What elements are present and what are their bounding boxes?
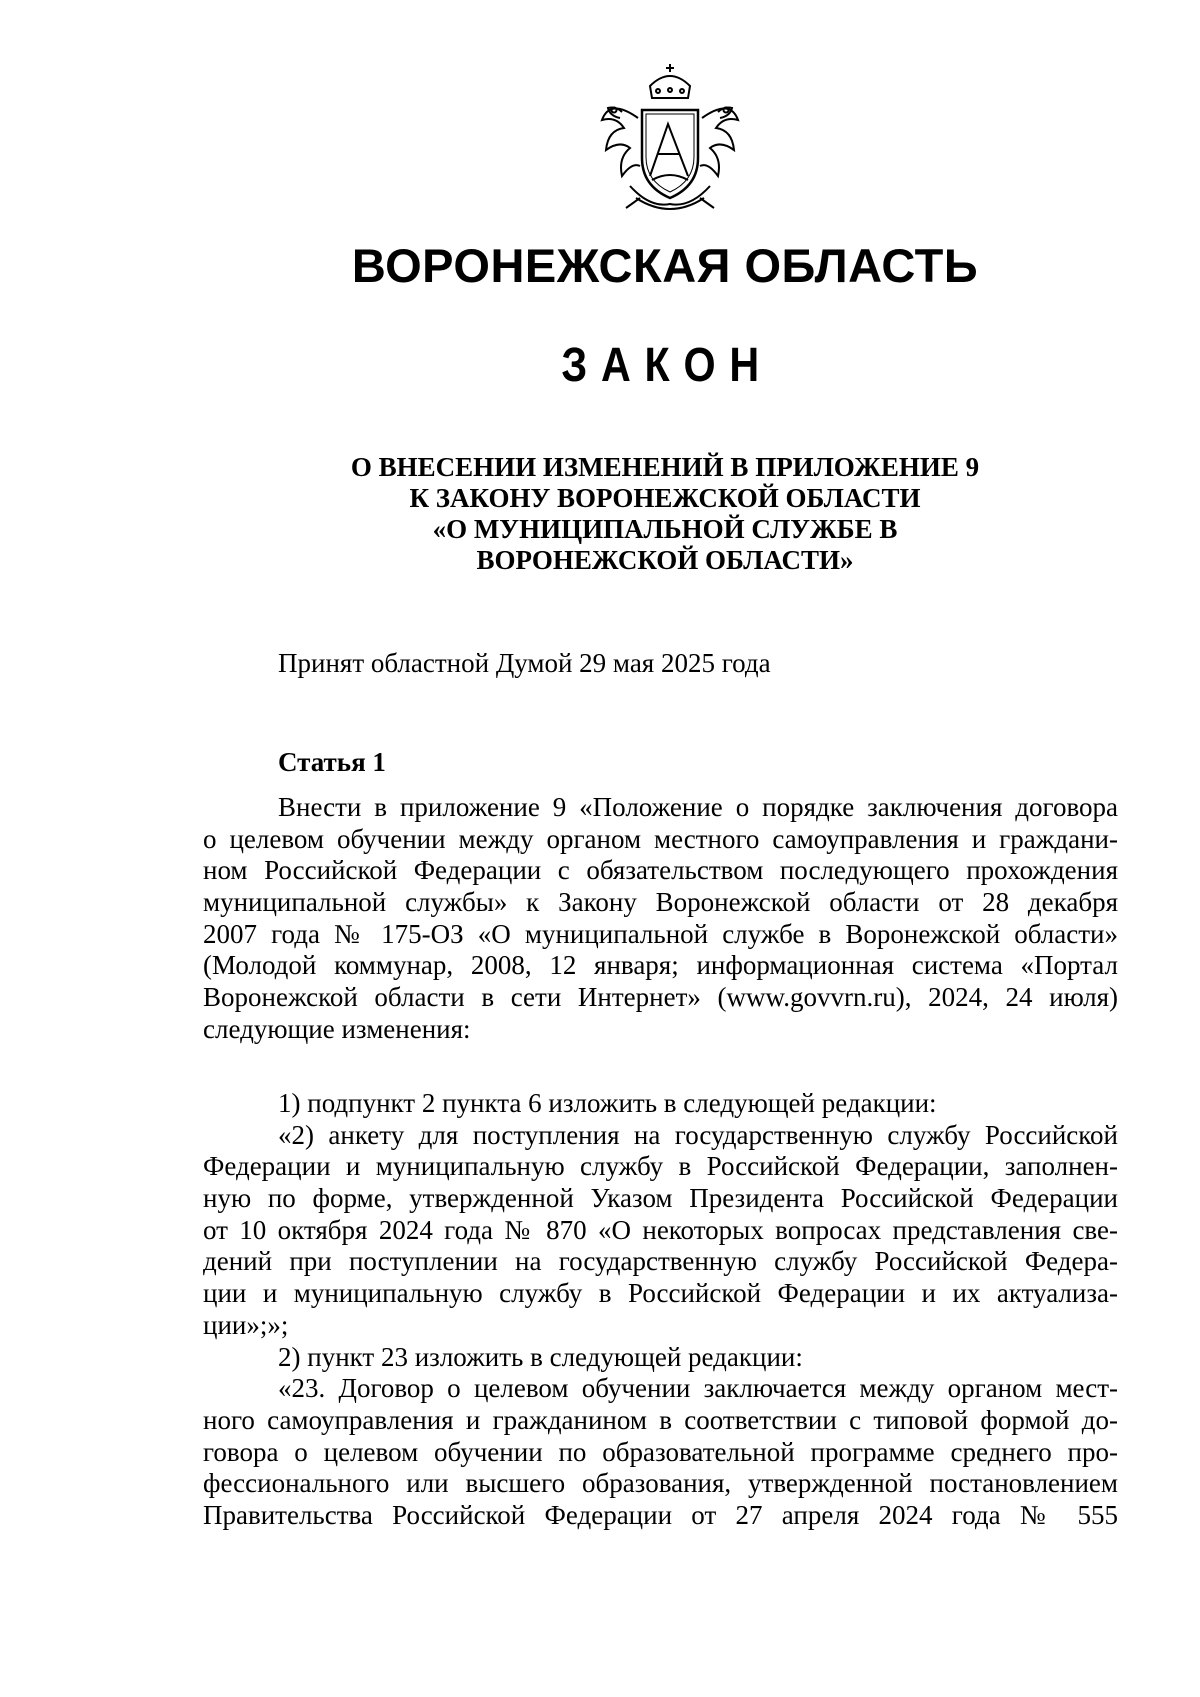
text-line: «2) анкету для поступления на государственную службу Российской xyxy=(278,1119,1118,1150)
subject-line: ВОРОНЕЖСКОЙ ОБЛАСТИ» xyxy=(476,545,854,575)
subject-line: К ЗАКОНУ ВОРОНЕЖСКОЙ ОБЛАСТИ xyxy=(409,483,921,513)
text-line: «23. Договор о целевом обучении заключается между органом мест- xyxy=(278,1373,1118,1404)
text-line: 2007 года № 175-ОЗ «О муниципальной службе в Воронежской области» xyxy=(203,918,1118,949)
text-line: фессионального или высшего образования, утвержденной постановлением xyxy=(203,1468,1118,1499)
text-line: (Молодой коммунар, 2008, 12 января; информационная система «Портал xyxy=(203,950,1118,981)
text-line: следующие изменения: xyxy=(203,1013,471,1044)
article-paragraph-1 xyxy=(203,792,1118,1046)
text-line: муниципальной службы» к Закону Воронежской области от 28 декабря xyxy=(203,887,1118,918)
article-heading: Статья 1 xyxy=(278,747,386,777)
text-line: ном Российской Федерации с обязательством последующего прохождения xyxy=(203,855,1118,886)
coat-of-arms-icon xyxy=(580,58,760,223)
subject-line: «О МУНИЦИПАЛЬНОЙ СЛУЖБЕ В xyxy=(432,514,898,544)
text-line: Внести в приложение 9 «Положение о порядке заключения договора xyxy=(278,792,1118,822)
text-line: ции»;»; xyxy=(203,1309,289,1340)
text-line: дений при поступлении на государственную службу Российской Федера- xyxy=(203,1246,1118,1277)
text-line: ции и муниципальную службу в Российской Федерации и их актуализа- xyxy=(203,1278,1118,1309)
adoption-note: Принят областной Думой 29 мая 2025 года xyxy=(278,648,771,678)
law-subject xyxy=(300,452,1030,576)
text-line: говора о целевом обучении по образовательной программе среднего про- xyxy=(203,1436,1118,1467)
subject-line: О ВНЕСЕНИИ ИЗМЕНЕНИЙ В ПРИЛОЖЕНИЕ 9 xyxy=(350,452,980,482)
text-line: о целевом обучении между органом местного самоуправления и граждани- xyxy=(203,823,1118,854)
text-line: Федерации и муниципальную службу в Российской Федерации, заполнен- xyxy=(203,1151,1118,1182)
text-line: Воронежской области в сети Интернет» (www.govvrn.ru), 2024, 24 июля) xyxy=(203,982,1118,1013)
text-line: от 10 октября 2024 года № 870 «О некоторых вопросах представления све- xyxy=(203,1214,1118,1245)
item-1-heading: 1) подпункт 2 пункта 6 изложить в следующей редакции: xyxy=(278,1088,937,1118)
text-line: Правительства Российской Федерации от 27 апреля 2024 года № 555 xyxy=(203,1499,1118,1530)
region-title: ВОРОНЕЖСКАЯ ОБЛАСТЬ xyxy=(351,239,979,292)
article-items xyxy=(203,1088,1118,1532)
text-line: ную по форме, утвержденной Указом Президента Российской Федерации xyxy=(203,1183,1118,1214)
text-line: ного самоуправления и гражданином в соответствии с типовой формой до- xyxy=(203,1404,1118,1435)
item-2-heading: 2) пункт 23 изложить в следующей редакции: xyxy=(278,1341,803,1372)
law-title: ЗАКОН xyxy=(561,339,773,392)
